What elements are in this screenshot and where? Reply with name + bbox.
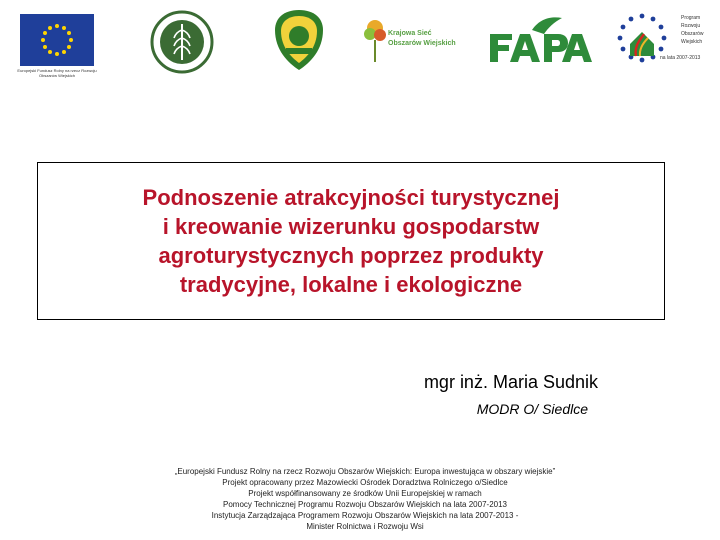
fapa-leaf-icon <box>488 14 594 66</box>
shield-logo <box>272 8 326 72</box>
organization-name: MODR O/ Siedlce <box>476 401 588 417</box>
prow-logo <box>606 10 678 72</box>
shield-icon <box>272 8 326 72</box>
page-title <box>51 183 651 299</box>
title-line: tradycyjne, lokalne i ekologiczne <box>179 272 523 297</box>
eu-stars-icon <box>20 14 94 66</box>
title-box <box>37 162 665 320</box>
prow-text-line4: Wiejskich <box>681 39 703 45</box>
prow-stars-house-icon <box>606 10 678 72</box>
title-line: i kreowanie wizerunku gospodarstw <box>162 214 540 239</box>
author-name: mgr inż. Maria Sudnik <box>423 372 598 392</box>
footer-line: Pomocy Technicznej Programu Rozwoju Obszarów Wiejskich na lata 2007-2013 <box>223 500 507 509</box>
footer-line: Minister Rolnictwa i Rozwoju Wsi <box>306 522 424 531</box>
prow-text-line1: Program <box>681 15 701 21</box>
fapa-logo <box>488 14 594 66</box>
title-line: agroturystycznych poprzez produkty <box>158 243 544 268</box>
flower-icon <box>362 14 388 66</box>
eu-flag-logo <box>20 14 94 66</box>
prow-years: na lata 2007-2013 <box>660 55 701 61</box>
footer-line: Projekt opracowany przez Mazowiecki Ośrodek Doradztwa Rolniczego o/Siedlce <box>222 478 508 487</box>
footer-notice <box>140 466 590 532</box>
wheat-seal-icon <box>150 10 214 74</box>
footer-line: „Europejski Fundusz Rolny na rzecz Rozwoju Obszarów Wiejskich: Europa inwestująca w obszary wiejskie” <box>174 467 556 476</box>
title-line: Podnoszenie atrakcyjności turystycznej <box>142 185 560 210</box>
eu-logo-caption: Europejski Fundusz Rolny na rzecz Rozwoju Obszarów Wiejskich <box>17 68 97 78</box>
ksow-logo <box>362 14 388 66</box>
footer-line: Instytucja Zarządzająca Programem Rozwoju Obszarów Wiejskich na lata 2007-2013 - <box>211 511 519 520</box>
footer-line: Projekt współfinansowany ze środków Unii Europejskiej w ramach <box>248 489 482 498</box>
ksow-text-line2: Obszarów Wiejskich <box>388 40 456 47</box>
ksow-text-line1: Krajowa Sieć <box>388 30 432 37</box>
prow-text-line3: Obszarów <box>681 31 704 37</box>
ministry-seal-logo <box>150 10 214 74</box>
prow-text-line2: Rozwoju <box>681 23 701 29</box>
